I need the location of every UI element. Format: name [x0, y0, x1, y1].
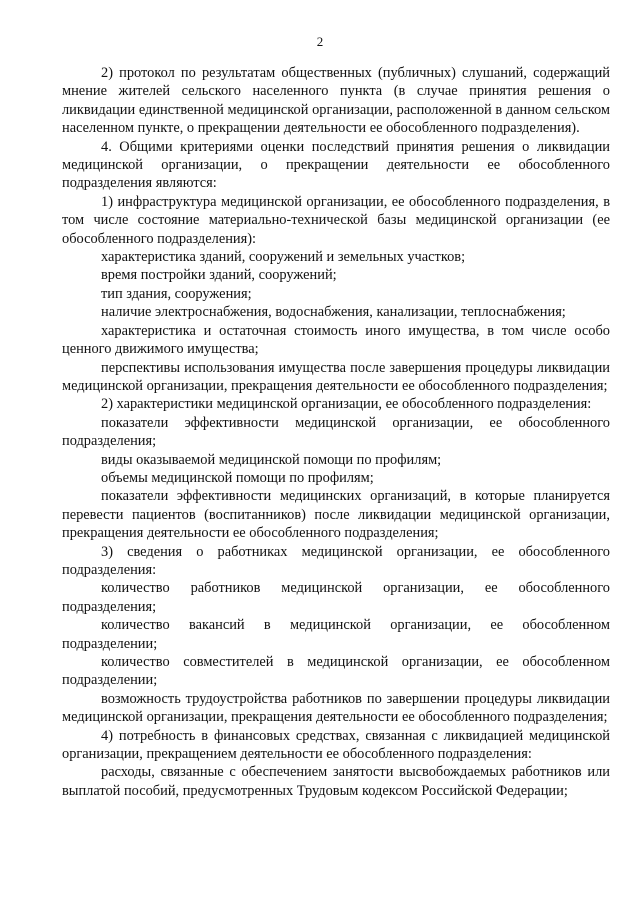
document-body — [62, 64, 610, 800]
paragraph: количество вакансий в медицинской организации, ее обособленном подразделении; — [62, 617, 610, 652]
paragraph: перспективы использования имущества после завершения процедуры ликвидации медицинской организации, прекращения деятельности ее обособленного подразделения; — [62, 359, 610, 394]
paragraph: тип здания, сооружения; — [101, 285, 252, 302]
paragraph: 1) инфраструктура медицинской организации, ее обособленного подразделения, в том числе состояние материально-технической базы медицинской организации (ее обособленного подразделения): — [62, 193, 610, 247]
paragraph: 2) протокол по результатам общественных (публичных) слушаний, содержащий мнение жителей сельского населенного пункта (в случае принятия решения о ликвидации единственной медицинской организации, расположенной в данном сельском населенном пункте, о прекращении деятельности ее обособленного подразделения). — [62, 65, 610, 137]
paragraph: объемы медицинской помощи по профилям; — [101, 469, 374, 486]
paragraph: 4. Общими критериями оценки последствий принятия решения о ликвидации медицинской организации, о прекращении деятельности ее обособленного подразделения являются: — [62, 138, 610, 192]
paragraph: характеристика зданий, сооружений и земельных участков; — [101, 249, 466, 266]
paragraph: 4) потребность в финансовых средствах, связанная с ликвидацией медицинской организации, прекращением деятельности ее обособленного подразделения: — [62, 727, 610, 763]
paragraph: расходы, связанные с обеспечением занятости высвобождаемых работников или выплатой пособий, предусмотренных Трудовым кодексом Российской Федерации; — [62, 764, 610, 799]
paragraph: время постройки зданий, сооружений; — [101, 267, 337, 284]
paragraph: количество работников медицинской организации, ее обособленного подразделения; — [62, 580, 610, 615]
paragraph: характеристика и остаточная стоимость иного имущества, в том числе особо ценного движимого имущества; — [62, 322, 610, 358]
paragraph: 2) характеристики медицинской организации, ее обособленного подразделения: — [101, 396, 592, 413]
paragraph: виды оказываемой медицинской помощи по профилям; — [101, 451, 442, 468]
page-number: 2 — [316, 34, 324, 49]
paragraph: возможность трудоустройства работников по завершении процедуры ликвидации медицинской организации, прекращения деятельности ее обособленного подразделения; — [62, 690, 610, 726]
paragraph: показатели эффективности медицинской организации, ее обособленного подразделения; — [62, 414, 610, 450]
paragraph: количество совместителей в медицинской организации, ее обособленном подразделении; — [62, 654, 610, 689]
paragraph: показатели эффективности медицинских организаций, в которые планируется перевести пациентов (воспитанников) после ликвидации медицинской организации, прекращения деятельности ее обособленного подразделения; — [62, 488, 610, 542]
paragraph: наличие электроснабжения, водоснабжения, канализации, теплоснабжения; — [101, 304, 566, 321]
paragraph: 3) сведения о работниках медицинской организации, ее обособленного подразделения: — [62, 543, 610, 578]
